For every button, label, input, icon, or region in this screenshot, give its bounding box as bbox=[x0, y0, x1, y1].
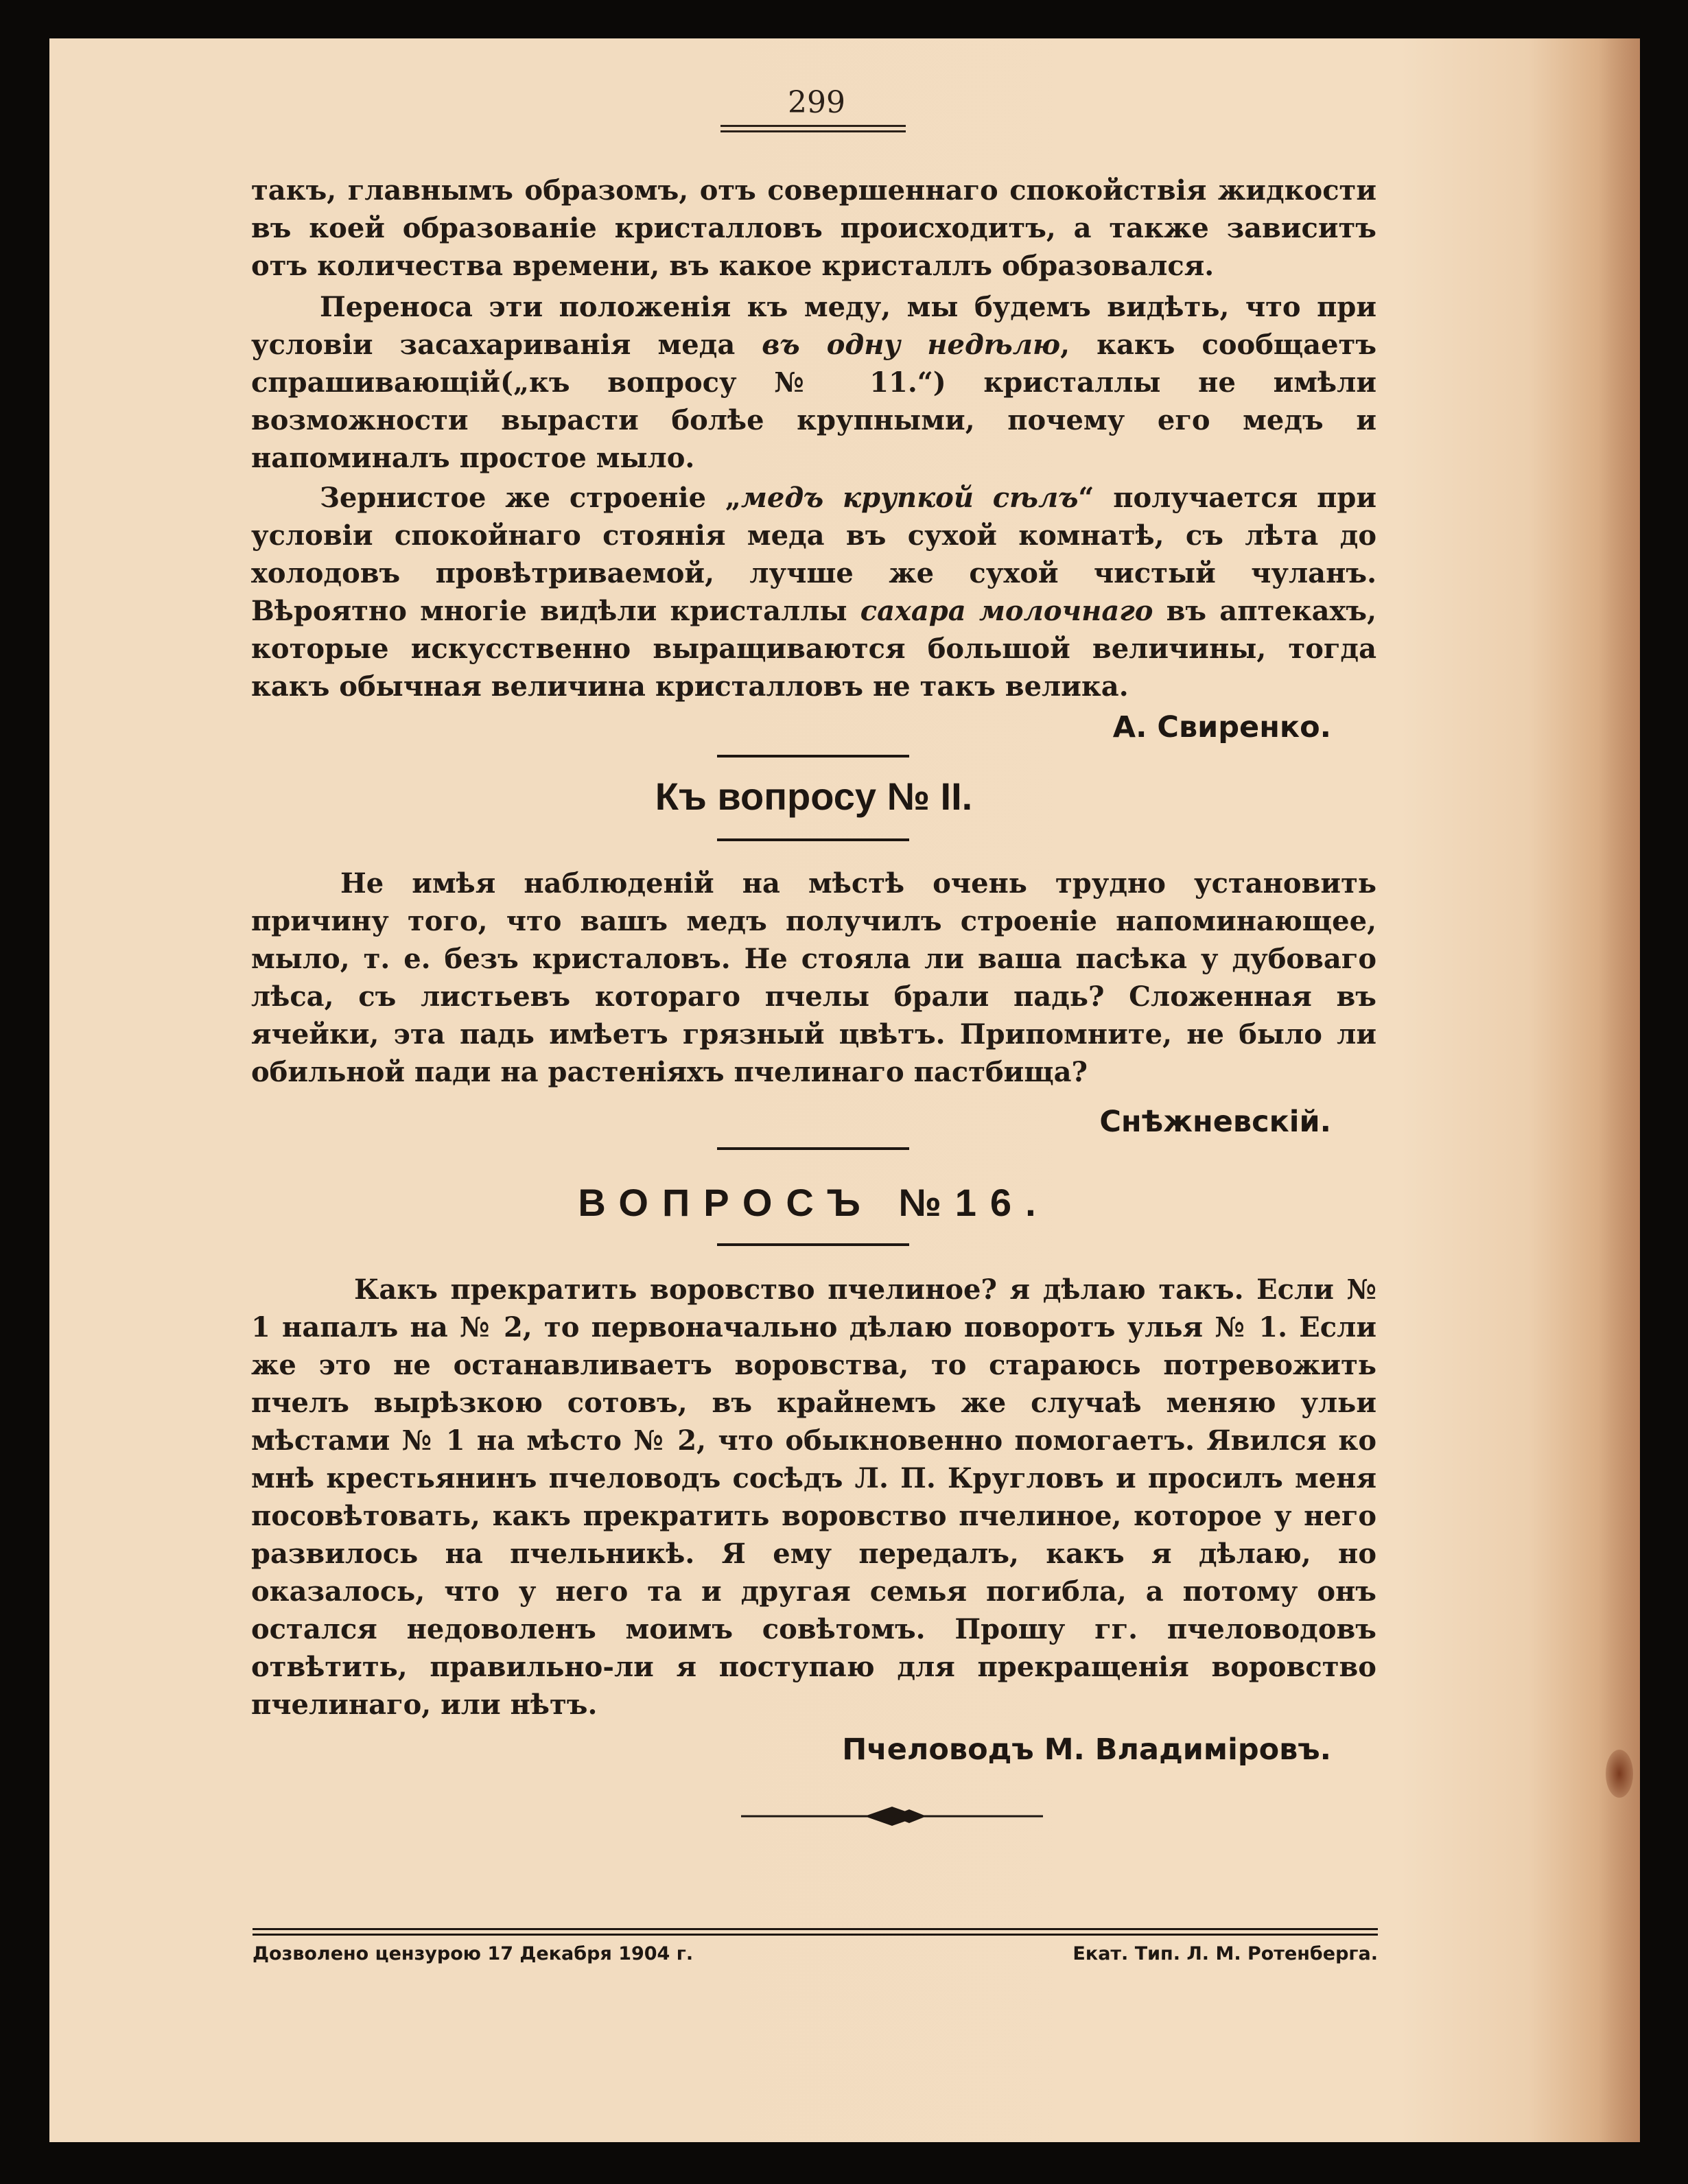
signature-svirenko: А. Свиренко. bbox=[1112, 710, 1331, 744]
page-number-rule-top bbox=[720, 125, 906, 127]
paragraph-2-text-a: Переноса эти положенія къ меду, мы будемъ видѣть, что при условіи засахариванія меда bbox=[251, 291, 1376, 361]
paragraph-3-italic-2: сахара молочнаго bbox=[860, 595, 1153, 627]
paragraph-1-text: такъ, главнымъ образомъ, отъ совершеннаго спокойствія жидкости въ коей образованіе кристалловъ происходитъ, а также зависитъ отъ количества времени, въ какое кристаллъ образовался. bbox=[251, 174, 1376, 282]
paragraph-3-text-a: Зернистое же строеніе „ bbox=[320, 482, 741, 514]
paragraph-5-text: Какъ прекратить воровство пчелиное? я дѣлаю такъ. Если № 1 напалъ на № 2, то первоначально дѣлаю поворотъ улья № 1. Если же это не останавливаетъ воровства, то стараюсь потревожить пчелъ вырѣзкою сотовъ, въ крайнемъ же случаѣ меняю ульи мѣстами № 1 на мѣсто № 2, что обыкновенно помогаетъ. Явился ко мнѣ крестьянинъ пчеловодъ сосѣдъ Л. П. Кругловъ и просилъ меня посовѣтовать, какъ прекратить воровство пчелиное, которое у него развилось на пчельникѣ. Я ему передалъ, какъ я дѣлаю, но оказалось, что у него та и другая семья погибла, а потому онъ остался недоволенъ моимъ совѣтомъ. Прошу гг. пчеловодовъ отвѣтить, правильно-ли я поступаю для прекращенія воровство пчелинаго, или нѣтъ. bbox=[251, 1273, 1376, 1721]
page-number-rule-bottom bbox=[720, 130, 906, 132]
paragraph-2-italic: въ одну недѣлю bbox=[762, 329, 1061, 361]
page-number: 299 bbox=[788, 85, 845, 120]
paragraph-3-text-c: въ аптекахъ, которые искусственно выращиваются большой величины, тогда какъ обычная величина кристалловъ не такъ велика. bbox=[251, 595, 1376, 703]
footer-rule-bottom bbox=[253, 1934, 1378, 1936]
separator-2 bbox=[717, 838, 909, 841]
footer-censorship-note: Дозволено цензурою 17 Декабря 1904 г. bbox=[253, 1943, 694, 1964]
separator-3 bbox=[717, 1147, 909, 1150]
paragraph-3-text-b: “ получается при условіи спокойнаго стоянія меда въ сухой комнатѣ, съ лѣта до холодовъ провѣтриваемой, лучше же сухой чистый чуланъ. Вѣроятно многіе видѣли кристаллы bbox=[251, 482, 1377, 627]
paragraph-4 bbox=[251, 865, 1376, 1091]
paragraph-2-text-b: , какъ сообщаетъ спрашивающій(„къ вопросу № 11.“) кристаллы не имѣли возможности вырасти болѣе крупными, почему его медъ и напоминалъ простое мыло. bbox=[251, 329, 1377, 474]
paragraph-5 bbox=[251, 1271, 1376, 1724]
footer-rule-top bbox=[253, 1928, 1378, 1930]
signature-vladimirov: Пчеловодъ М. Владиміровъ. bbox=[842, 1733, 1331, 1767]
heading-question-16: ВОПРОСЪ №16. bbox=[578, 1181, 1050, 1224]
signature-snezhnevsky: Снѣжневскій. bbox=[1099, 1105, 1331, 1139]
paragraph-4-text: Не имѣя наблюденій на мѣстѣ очень трудно установить причину того, что вашъ медъ получилъ строеніе напоминающее, мыло, т. е. безъ кристаловъ. Не стояла ли ваша пасѣка у дубоваго лѣса, съ листьевъ котораго пчелы брали падь? Сложенная въ ячейки, эта падь имѣетъ грязный цвѣтъ. Припомните, не было ли обильной пади на растеніяхъ пчелинаго пастбища? bbox=[251, 867, 1376, 1088]
paragraph-2 bbox=[251, 288, 1376, 477]
page-spine-shadow bbox=[1599, 38, 1640, 2142]
paper-stain bbox=[1606, 1750, 1633, 1798]
paragraph-3-italic-1: медъ крупкой сѣлъ bbox=[740, 482, 1079, 514]
ornament-divider bbox=[741, 1803, 1043, 1830]
separator-1 bbox=[717, 755, 909, 758]
footer-printer: Екат. Тип. Л. М. Ротенберга. bbox=[1072, 1943, 1378, 1964]
paragraph-1 bbox=[251, 172, 1376, 285]
separator-4 bbox=[717, 1243, 909, 1246]
heading-question-11: Къ вопросу № II. bbox=[655, 775, 973, 818]
paragraph-3 bbox=[251, 479, 1376, 705]
